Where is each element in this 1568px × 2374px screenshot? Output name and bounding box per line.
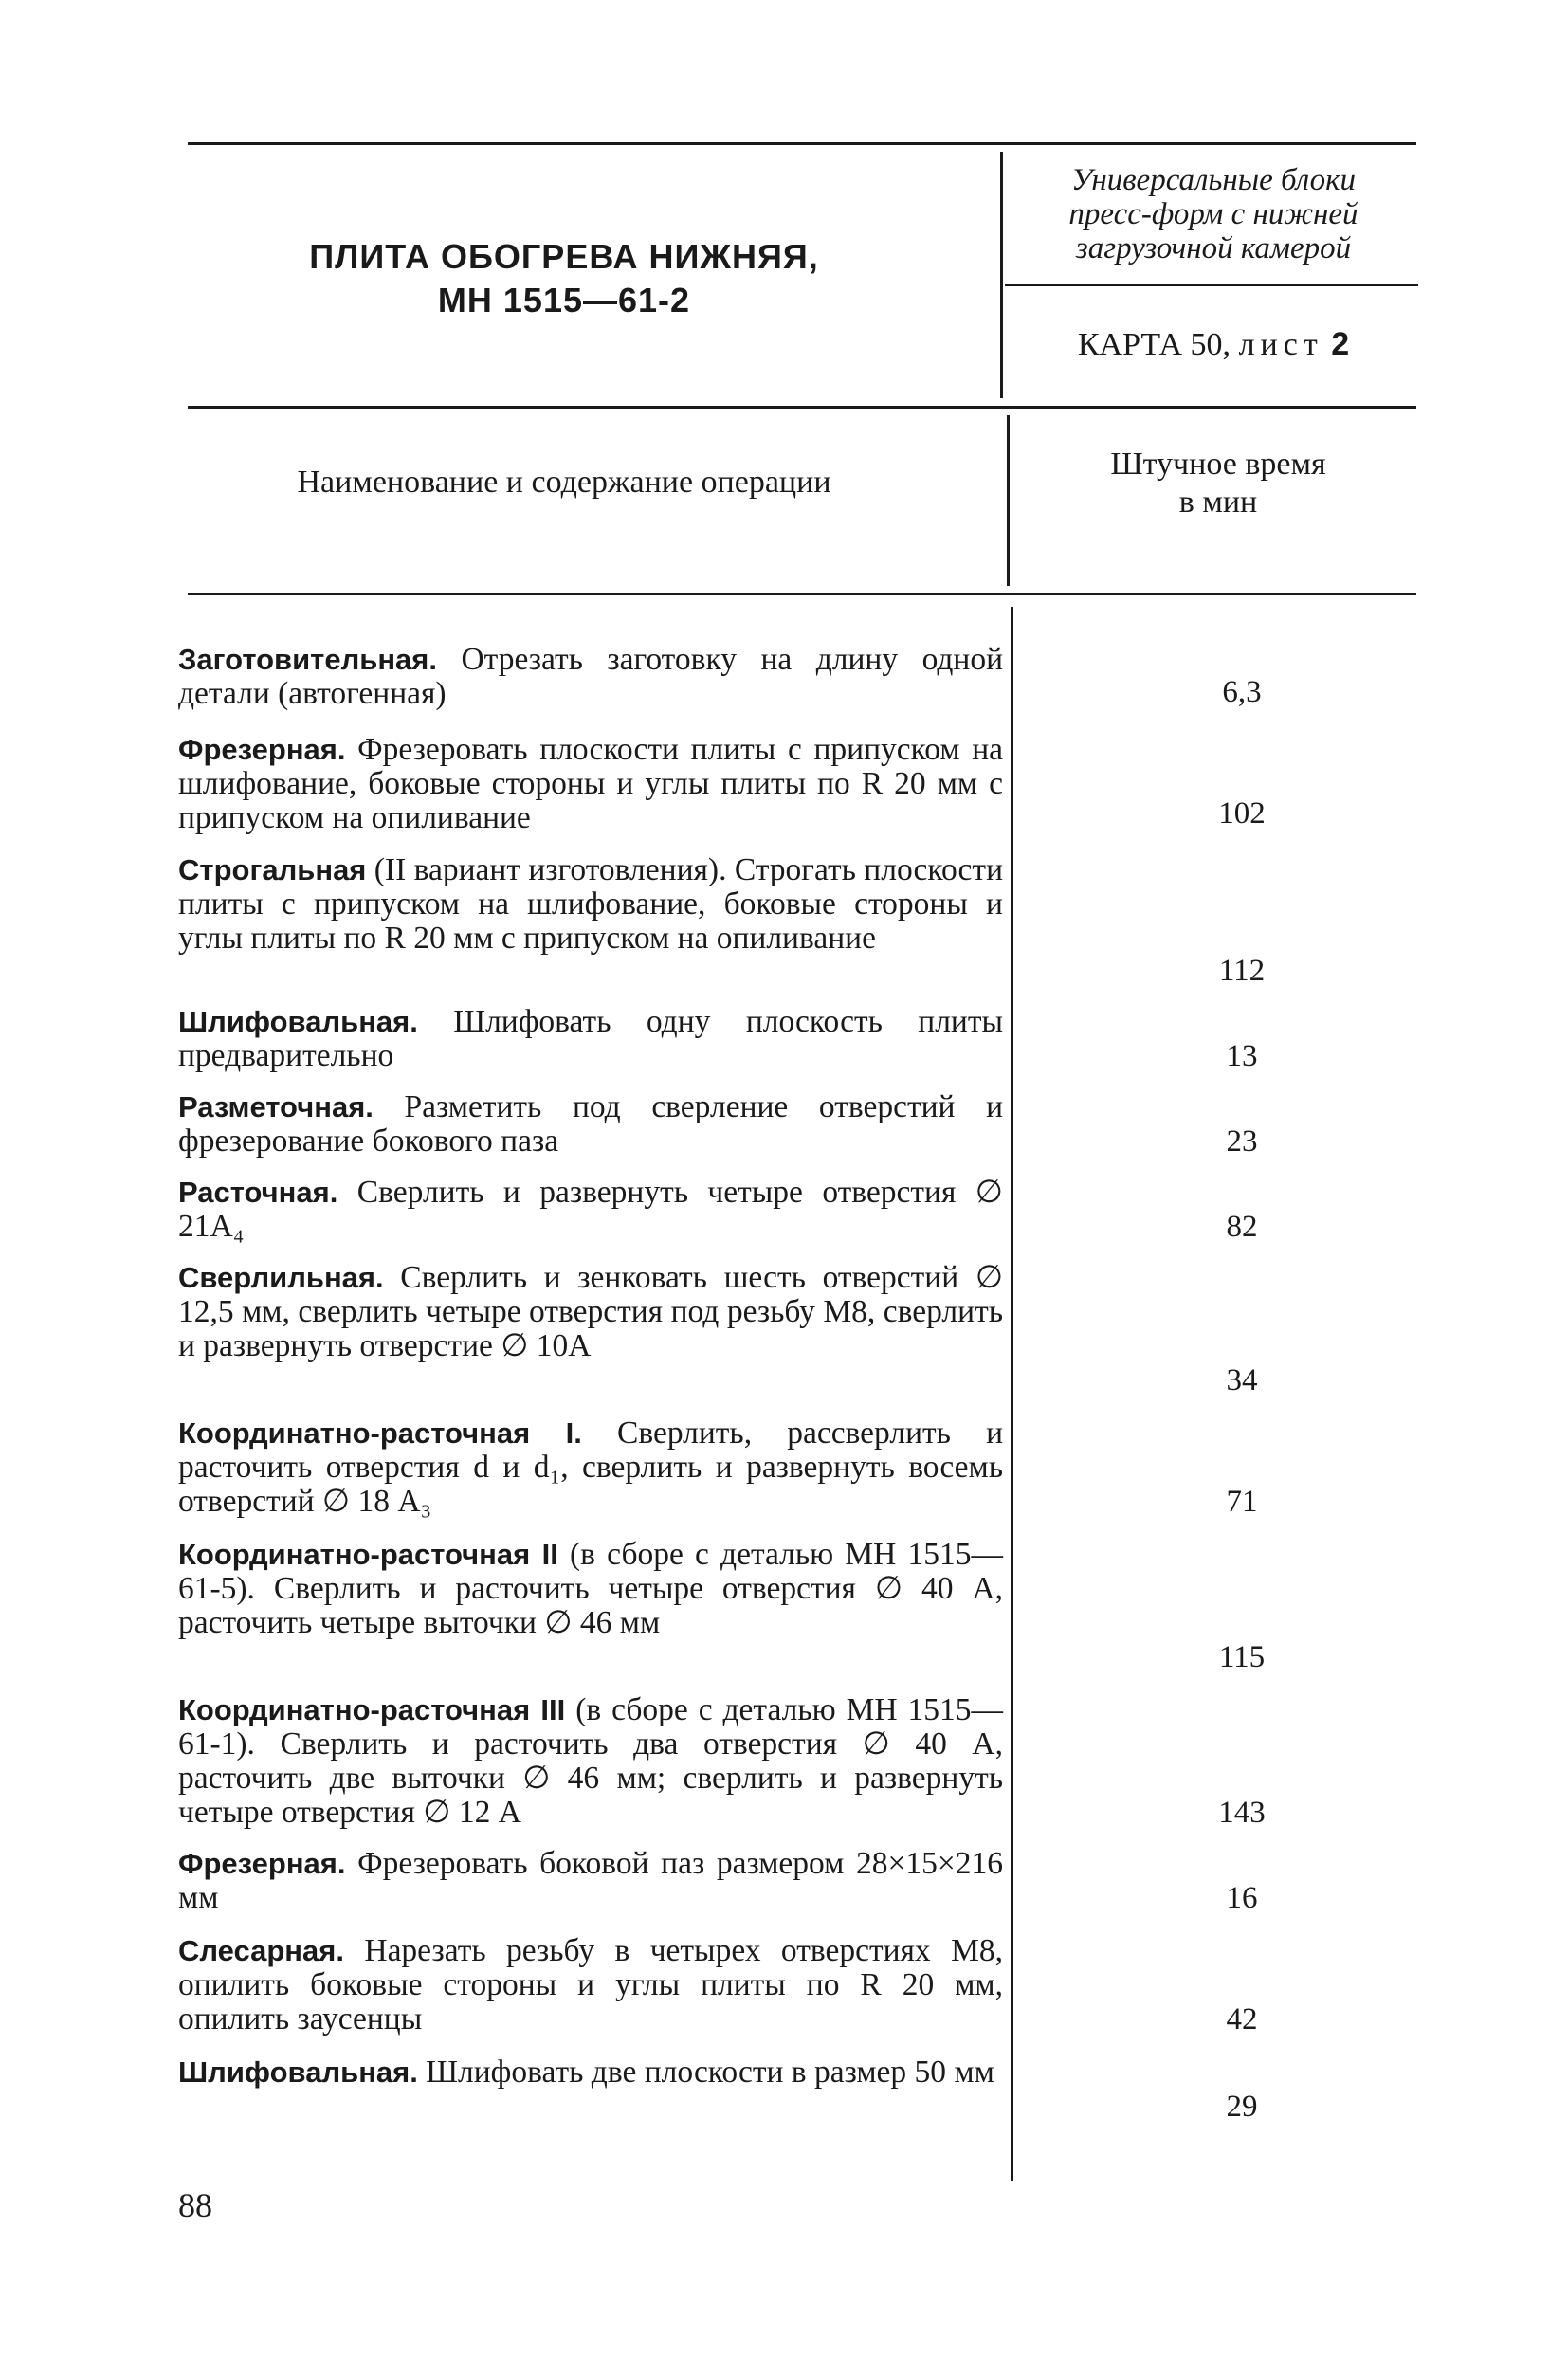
- operation-time: 13: [1226, 1039, 1258, 1073]
- column-head-bottom-rule: [188, 593, 1416, 595]
- operation-time: 34: [1226, 1363, 1258, 1397]
- top-rule: [188, 142, 1416, 145]
- operation-name: Шлифовальная.: [178, 1005, 418, 1038]
- header-bottom-rule: [188, 406, 1416, 409]
- page-title: [190, 235, 939, 322]
- operation-text: Фрезеровать боковой паз размером 28×15×216 мм: [178, 1846, 1003, 1915]
- header-divider: [1000, 152, 1003, 398]
- operation-name: Заготовительная.: [178, 643, 437, 676]
- page-number: 88: [178, 2186, 212, 2224]
- operation-name: Шлифовальная.: [178, 2055, 418, 2089]
- time-header-line-1: Штучное время: [1110, 447, 1326, 482]
- subtitle-line-3: загрузочной камерой: [1075, 231, 1352, 265]
- operation-row: [178, 1934, 1003, 2036]
- operation-row: [178, 733, 1003, 835]
- operation-name: Координатно-расточная II: [178, 1538, 558, 1571]
- operation-name: Фрезерная.: [178, 1847, 346, 1880]
- subtitle-rule: [1005, 284, 1418, 286]
- subtitle: [1005, 163, 1422, 265]
- card-label: КАРТА 50,: [1077, 327, 1231, 362]
- card-reference: [1005, 326, 1422, 363]
- operation-name: Строгальная: [178, 853, 367, 886]
- operation-row: [178, 1261, 1003, 1363]
- subtitle-line-2: пресс-форм с нижней: [1068, 197, 1358, 231]
- operation-row: [178, 1005, 1003, 1073]
- operation-time: 6,3: [1222, 675, 1262, 709]
- time-column-header: [1014, 446, 1422, 521]
- column-head-divider: [1007, 415, 1010, 586]
- operation-time: 82: [1226, 1210, 1258, 1244]
- operation-row: [178, 643, 1003, 711]
- operation-row: [178, 1090, 1003, 1159]
- subtitle-line-1: Универсальные блоки: [1070, 163, 1357, 197]
- operation-row: [178, 1693, 1003, 1830]
- operation-row: [178, 2055, 1003, 2090]
- operation-name: Расточная.: [178, 1176, 338, 1209]
- operation-name: Разметочная.: [178, 1090, 374, 1123]
- title-line-1: ПЛИТА ОБОГРЕВА НИЖНЯЯ,: [309, 237, 819, 276]
- operation-time: 112: [1218, 954, 1266, 988]
- operation-row: [178, 1176, 1003, 1244]
- operation-time: 143: [1218, 1796, 1266, 1830]
- operation-time: 115: [1218, 1640, 1266, 1674]
- operation-name: Координатно-расточная III: [178, 1693, 566, 1726]
- operation-text: Сверлить и зенковать шесть отверстий ∅ 12,5 мм, сверлить четыре отверстия под резьбу М8, сверлить и развернуть отверстие ∅ 10A: [178, 1260, 1003, 1363]
- operation-time: 23: [1226, 1124, 1258, 1159]
- operation-time: 102: [1218, 796, 1266, 831]
- operation-text: Фрезеровать плоскости плиты с припуском на шлифование, боковые стороны и углы плиты по R 20 мм с припуском на опиливание: [178, 732, 1003, 835]
- operation-text: Сверлить и развернуть четыре отверстия ∅ 21A₄: [178, 1175, 1003, 1244]
- operation-row: [178, 853, 1003, 956]
- operation-name: Сверлильная.: [178, 1261, 384, 1294]
- title-line-2: МН 1515—61-2: [437, 281, 691, 320]
- operation-name: Фрезерная.: [178, 733, 346, 766]
- operation-row: [178, 1416, 1003, 1519]
- operation-time: 16: [1226, 1881, 1258, 1915]
- operation-time: 42: [1226, 2002, 1258, 2036]
- sheet-label: лист: [1238, 327, 1323, 362]
- operation-time: 29: [1226, 2090, 1258, 2124]
- operation-text: Нарезать резьбу в четырех отверстиях М8, опилить боковые стороны и углы плиты по R 20 мм, опилить заусенцы: [178, 1933, 1003, 2036]
- time-header-line-2: в мин: [1178, 484, 1258, 520]
- operation-text: Сверлить, рассверлить и расточить отверстия d и d₁, сверлить и развернуть восемь отверстий ∅ 18 A₃: [178, 1415, 1003, 1519]
- operation-row: [178, 1847, 1003, 1915]
- body-divider: [1011, 607, 1013, 2181]
- operation-text: Шлифовать одну плоскость плиты предварительно: [178, 1004, 1003, 1073]
- operation-text: Отрезать заготовку на длину одной детали (автогенная): [178, 642, 1003, 711]
- operation-column-header: Наименование и содержание операции: [297, 465, 831, 500]
- operation-text: Разметить под сверление отверстий и фрезерование бокового паза: [178, 1089, 1004, 1159]
- operation-name: Координатно-расточная I.: [178, 1416, 582, 1450]
- operation-text: (II вариант изготовления). Строгать плоскости плиты с припуском на шлифование, боковые стороны и углы плиты по R 20 мм с припуском на опиливание: [178, 852, 1003, 956]
- operation-text: Шлифовать две плоскости в размер 50 мм: [426, 2054, 994, 2090]
- sheet-number: 2: [1331, 326, 1350, 362]
- operation-time: 71: [1226, 1485, 1258, 1519]
- operation-name: Слесарная.: [178, 1934, 344, 1967]
- operation-text: (в сборе с деталью МН 1515—61-5). Сверлить и расточить четыре отверстия ∅ 40 A, расточить четыре выточки ∅ 46 мм: [178, 1537, 1003, 1640]
- operation-text: (в сборе с деталью МН 1515—61-1). Сверлить и расточить два отверстия ∅ 40 A, расточить две выточки ∅ 46 мм; сверлить и развернуть четыре отверстия ∅ 12 A: [178, 1692, 1004, 1830]
- operation-row: [178, 1538, 1003, 1640]
